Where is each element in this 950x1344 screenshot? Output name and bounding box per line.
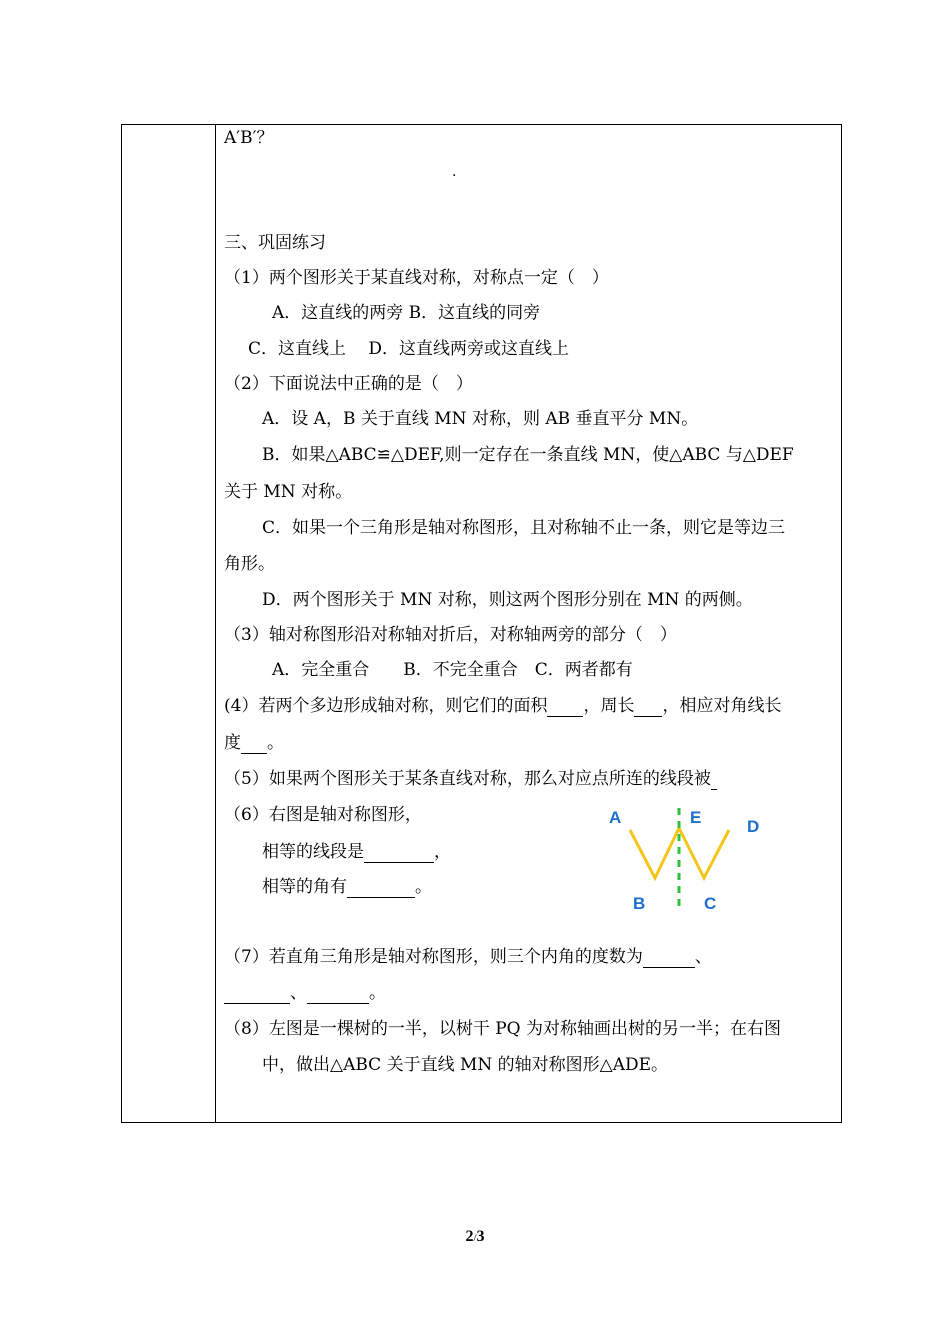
q5-blank: [711, 771, 717, 790]
label-d: D: [747, 817, 760, 836]
q5-stem: [224, 768, 717, 790]
q6-equal-angles-blank: [347, 879, 415, 898]
q2-stem: （2）下面说法中正确的是（ ）: [224, 374, 473, 394]
q7-sep-1: 、: [694, 947, 712, 967]
q6-equal-angles-end: 。: [415, 877, 432, 897]
label-c: C: [704, 894, 717, 913]
page-current: 2: [465, 1228, 474, 1245]
label-a: A: [609, 808, 622, 827]
q6-stem: （6）右图是轴对称图形，: [224, 805, 422, 825]
q6-equal-angles-label: 相等的角有: [262, 877, 347, 897]
q2-option-c-line2: 角形。: [224, 554, 275, 574]
q2-option-c-line1: C．如果一个三角形是轴对称图形，且对称轴不止一条，则它是等边三: [262, 518, 786, 538]
q1-stem: （1）两个图形关于某直线对称，对称点一定（ ）: [224, 268, 609, 288]
q2-option-b-line1: B．如果△ABC≌△DEF,则一定存在一条直线 MN，使△ABC 与△DEF: [262, 445, 794, 465]
column-divider: [215, 125, 216, 1122]
q1-options-cd: C．这直线上 D．这直线两旁或这直线上: [248, 339, 570, 359]
q7-line1: [224, 946, 712, 968]
q6-equal-segments-label: 相等的线段是: [262, 842, 364, 862]
q7-end: 。: [369, 983, 386, 1003]
q4-text-degree: 度: [224, 733, 241, 753]
page-total: 3: [476, 1228, 485, 1245]
label-e: E: [690, 808, 702, 827]
q7-stem: （7）若直角三角形是轴对称图形，则三个内角的度数为: [224, 947, 643, 967]
q7-line2: [224, 982, 386, 1004]
q4-line1: [224, 695, 781, 717]
q6-equal-segments-end: ，: [434, 842, 451, 862]
q3-options: A．完全重合 B．不完全重合 C．两者都有: [272, 660, 633, 680]
q6-equal-segments: [262, 841, 451, 863]
q7-blank-2: [224, 985, 290, 1004]
q4-line2: [224, 732, 284, 754]
symmetric-w-figure: [600, 800, 770, 920]
q3-stem: （3）轴对称图形沿对称轴对折后，对称轴两旁的部分（ ）: [224, 625, 677, 645]
q2-option-b-line2: 关于 MN 对称。: [224, 482, 353, 502]
q4-blank-area: [547, 698, 583, 717]
page-separator: /: [473, 1232, 477, 1244]
q6-equal-angles: [262, 876, 432, 898]
section-title: 三、巩固练习: [224, 233, 326, 253]
q1-options-ab: A．这直线的两旁 B．这直线的同旁: [272, 303, 541, 323]
q6-equal-segments-blank: [364, 844, 434, 863]
q2-option-d: D．两个图形关于 MN 对称，则这两个图形分别在 MN 的两侧。: [262, 590, 753, 610]
q8-line1: （8）左图是一棵树的一半，以树干 PQ 为对称轴画出树的另一半；在右图: [224, 1019, 781, 1039]
q4-blank-diagonal: [241, 735, 267, 754]
q4-text-area: (4）若两个多边形成轴对称，则它们的面积: [224, 696, 548, 716]
q7-blank-3: [307, 985, 369, 1004]
q2-option-a: A．设 A，B 关于直线 MN 对称，则 AB 垂直平分 MN。: [262, 409, 699, 429]
q4-text-end: 。: [267, 733, 284, 753]
q4-blank-perimeter: [634, 698, 662, 717]
q8-line2: 中，做出△ABC 关于直线 MN 的轴对称图形△ADE。: [262, 1055, 669, 1075]
stray-dot: ·: [452, 168, 457, 184]
q7-sep-2: 、: [290, 983, 307, 1003]
q4-text-diagonal: ，相应对角线长: [662, 696, 782, 716]
label-b: B: [633, 894, 646, 913]
page-footer: [0, 1228, 950, 1246]
q4-text-perimeter: ，周长: [583, 696, 635, 716]
q7-blank-1: [643, 949, 695, 968]
q5-text: （5）如果两个图形关于某条直线对称，那么对应点所连的线段被: [224, 769, 711, 789]
continuation-text: A′B′？: [224, 128, 274, 148]
